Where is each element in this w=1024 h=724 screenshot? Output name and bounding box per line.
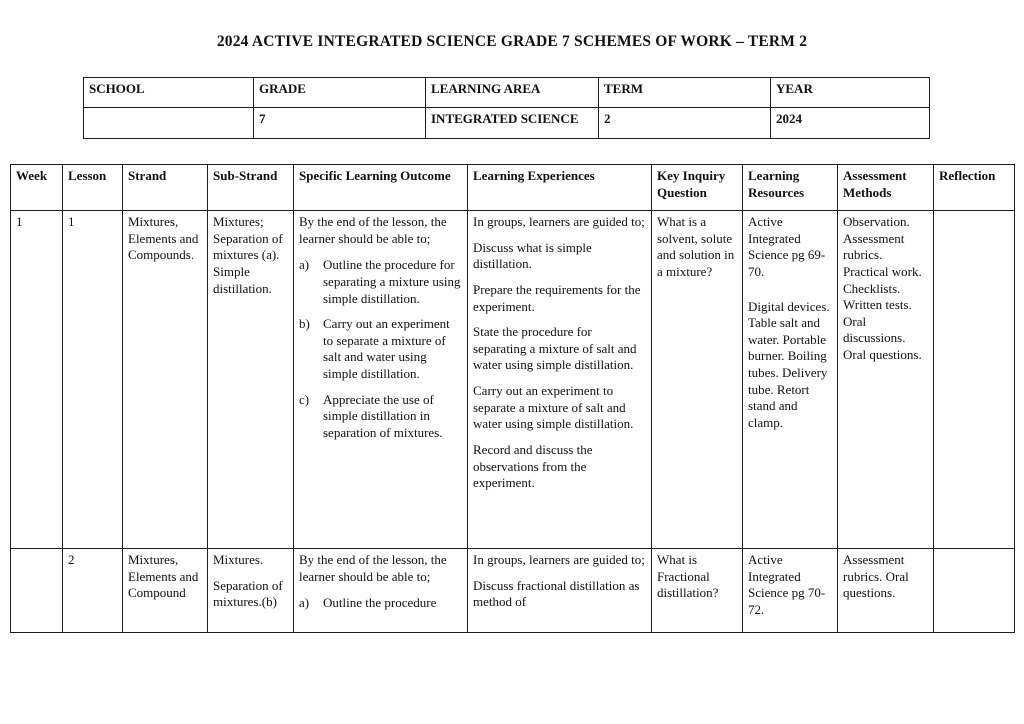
outcome-item-text: Outline the procedure for separating a mixture using simple distillation. <box>323 257 461 306</box>
experience-paragraph: In groups, learners are guided to; <box>473 214 645 229</box>
cell-key-inquiry-question <box>652 549 743 633</box>
cell-sub-strand <box>208 211 294 549</box>
cell-learning-experiences <box>468 211 652 549</box>
info-header-learning-area: LEARNING AREA <box>426 78 599 108</box>
info-value-school <box>84 108 254 139</box>
cell-specific-learning-outcome <box>294 549 468 633</box>
sub-strand-paragraph: Mixtures; Separation of mixtures (a). Simple distillation. <box>213 214 283 296</box>
outcome-item-label: a) <box>299 595 310 611</box>
info-header-row <box>84 78 930 108</box>
experience-paragraph: Record and discuss the observations from the experiment. <box>473 441 593 491</box>
header-lesson: Lesson <box>63 165 123 211</box>
info-header-school: SCHOOL <box>84 78 254 108</box>
outcome-item <box>299 257 462 307</box>
outcome-item-text: Appreciate the use of simple distillation in separation of mixtures. <box>323 391 443 440</box>
experience-paragraph: Carry out an experiment to separate a mixture of salt and water using simple distillation. <box>473 383 634 432</box>
table-row-lesson-1 <box>11 211 1015 549</box>
cell-specific-learning-outcome <box>294 211 468 549</box>
experience-paragraph: Discuss what is simple distillation. <box>473 239 592 272</box>
schemes-of-work-table <box>10 164 1015 633</box>
cell-week <box>11 549 63 633</box>
resource-paragraph: Digital devices. Table salt and water. Portable burner. Boiling tubes. Delivery tube. Retort stand and clamp. <box>748 298 830 430</box>
key-inquiry-text: What is Fractional distillation? <box>657 552 719 601</box>
cell-reflection <box>934 549 1015 633</box>
sub-strand-paragraph: Separation of mixtures.(b) <box>213 577 283 610</box>
table-row-lesson-2 <box>11 549 1015 633</box>
cell-assessment-methods <box>838 211 934 549</box>
header-strand: Strand <box>123 165 208 211</box>
assessment-paragraph: Assessment rubrics. Oral questions. <box>843 552 909 601</box>
cell-strand: Mixtures, Elements and Compounds. <box>123 211 208 549</box>
info-header-term: TERM <box>599 78 771 108</box>
scheme-header-row <box>11 165 1015 211</box>
info-value-learning-area: INTEGRATED SCIENCE <box>426 108 599 139</box>
experience-paragraph: In groups, learners are guided to; <box>473 552 645 567</box>
cell-reflection <box>934 211 1015 549</box>
assessment-paragraph: Observation. Assessment rubrics. Practical work. Checklists. Written tests. Oral discussions. Oral questions. <box>843 214 922 362</box>
header-learning-experiences: Learning Experiences <box>468 165 652 211</box>
outcome-item <box>299 392 462 442</box>
document-title: 2024 ACTIVE INTEGRATED SCIENCE GRADE 7 SCHEMES OF WORK – TERM 2 <box>216 33 808 50</box>
info-header-grade: GRADE <box>254 78 426 108</box>
cell-assessment-methods <box>838 549 934 633</box>
strand-text: Mixtures, Elements and Compound <box>128 552 199 601</box>
info-header-year: YEAR <box>771 78 930 108</box>
cell-key-inquiry-question: What is a solvent, solute and solution in a mixture? <box>652 211 743 549</box>
outcome-item <box>299 595 462 612</box>
cell-lesson: 2 <box>63 549 123 633</box>
outcome-item <box>299 316 462 383</box>
cell-lesson: 1 <box>63 211 123 549</box>
info-value-grade: 7 <box>254 108 426 139</box>
outcome-item-label: b) <box>299 316 310 332</box>
cell-week: 1 <box>11 211 63 549</box>
outcome-item-label: c) <box>299 391 310 407</box>
outcome-intro: By the end of the lesson, the learner should be able to; <box>299 552 447 584</box>
experience-paragraph: State the procedure for separating a mixture of salt and water using simple distillation. <box>473 324 637 373</box>
header-week: Week <box>11 165 63 211</box>
info-value-term: 2 <box>599 108 771 139</box>
cell-learning-experiences <box>468 549 652 633</box>
header-key-inquiry-question: Key Inquiry Question <box>652 165 743 211</box>
outcome-item-text: Carry out an experiment to separate a mixture of salt and water using simple distillation. <box>323 316 450 381</box>
info-value-row <box>84 108 930 139</box>
cell-learning-resources <box>743 549 838 633</box>
cell-sub-strand <box>208 549 294 633</box>
outcome-item-text: Outline the procedure <box>323 595 437 611</box>
cell-learning-resources <box>743 211 838 549</box>
sub-strand-paragraph: Mixtures. <box>213 552 264 567</box>
experience-paragraph: Prepare the requirements for the experiment. <box>473 281 641 314</box>
experience-paragraph: Discuss fractional distillation as method of <box>473 577 640 610</box>
header-sub-strand: Sub-Strand <box>208 165 294 211</box>
outcome-item-label: a) <box>299 257 310 273</box>
info-value-year: 2024 <box>771 108 930 139</box>
header-specific-learning-outcome: Specific Learning Outcome <box>294 165 468 211</box>
resource-paragraph: Active Integrated Science pg 70-72. <box>748 552 826 617</box>
cell-strand <box>123 549 208 633</box>
outcome-intro: By the end of the lesson, the learner should be able to; <box>299 214 447 246</box>
header-reflection: Reflection <box>934 165 1015 211</box>
resource-paragraph: Active Integrated Science pg 69-70. <box>748 214 826 279</box>
header-assessment-methods: Assessment Methods <box>838 165 934 211</box>
info-table <box>83 77 930 139</box>
header-learning-resources: Learning Resources <box>743 165 838 211</box>
